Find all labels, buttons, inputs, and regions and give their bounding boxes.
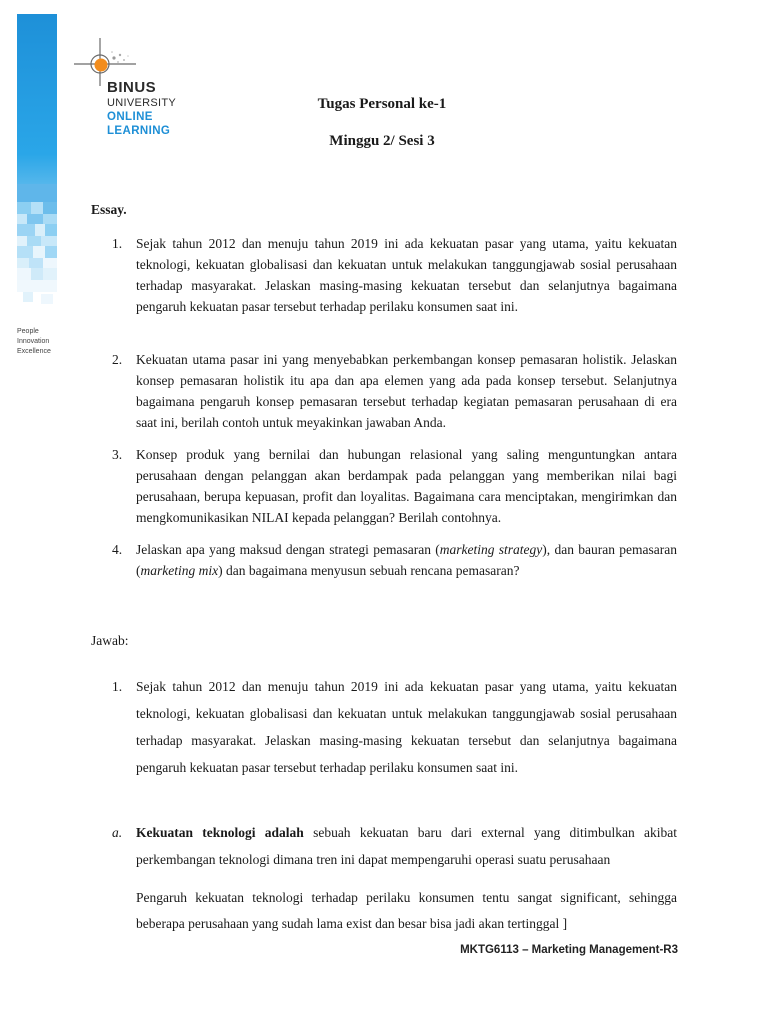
question-item (112, 349, 677, 433)
question-item (112, 233, 677, 317)
answer-list (112, 673, 677, 781)
question-text: Sejak tahun 2012 dan menuju tahun 2019 ini ada kekuatan pasar yang utama, yaitu kekuatan teknologi, kekuatan globalisasi dan kekuatan untuk melakukan tanggungjawab sosial perusahaan terhadap masyarakat. Jelaskan masing-masing kekuatan tersebut dan selanjutnya bagaimana pengaruh kekuatan pasar tersebut terhadap perilaku konsumen saat ini. (136, 236, 677, 314)
question-list-2 (112, 349, 677, 433)
question-number: 4. (112, 542, 123, 557)
page-subtitle: Minggu 2/ Sesi 3 (329, 133, 435, 149)
pengaruh-paragraph: Pengaruh kekuatan teknologi terhadap perilaku konsumen tentu sangat significant, sehingga beberapa perusahaan yang sudah lama exist dan besar bisa jadi akan tertinggal ] (136, 890, 677, 931)
sub-letter: a. (112, 825, 123, 840)
question-list-3 (112, 444, 677, 528)
sub-bold-term: Kekuatan teknologi adalah (136, 825, 304, 840)
question-text: Konsep produk yang bernilai dan hubungan relasional yang saling menguntungkan antara perusahaan dengan pelanggan akan berdampak pada pelanggan yang memberikan nilai bagi perusahaan, berupa kepuasan, profit dan loyalitas. Bagaimana cara menciptakan, mengirimkan dan mengkomunikasikan NILAI kepada pelanggan? Berilah contohnya. (136, 447, 677, 525)
essay-label: Essay. (91, 202, 127, 217)
page-title: Tugas Personal ke-1 (317, 96, 447, 112)
binus-logo (74, 38, 184, 142)
logo-university-text: UNIVERSITY (107, 97, 177, 109)
answer-sub-a (112, 819, 677, 873)
question-text-post: ) dan bagaimana menyusun sebuah rencana pemasaran? (218, 563, 520, 578)
question-item (112, 539, 677, 581)
decorative-blue-strip (17, 14, 57, 319)
question-text-mid: ), dan bauran pemasaran ( (136, 542, 678, 578)
question-list-1 (112, 233, 677, 317)
question-list-4 (112, 539, 677, 581)
logo-online-text: ONLINE (107, 111, 153, 123)
answer-number: 1. (112, 679, 123, 694)
tagline-excellence: Excellence (17, 348, 51, 355)
question-item (112, 444, 677, 528)
answer-question-text: Sejak tahun 2012 dan menuju tahun 2019 ini ada kekuatan pasar yang utama, yaitu kekuatan teknologi, kekuatan globalisasi dan kekuatan untuk melakukan tanggungjawab sosial perusahaan terhadap masyarakat. Jelaskan masing-masing kekuatan tersebut dan selanjutnya bagaimana pengaruh kekuatan pasar tersebut terhadap perilaku konsumen saat ini. (136, 679, 677, 775)
jawab-label: Jawab: (91, 633, 129, 648)
question-text-pre: Jelaskan apa yang maksud dengan strategi pemasaran ( (136, 542, 440, 557)
course-footer: MKTG6113 – Marketing Management-R3 (460, 944, 678, 956)
question-number: 1. (112, 236, 123, 251)
logo-learning-text: LEARNING (107, 125, 171, 137)
question-text-em: marketing strategy (439, 542, 543, 557)
answer-item (112, 673, 677, 781)
sub-definition: sebuah kekuatan baru dari external yang ditimbulkan akibat perkembangan teknologi dimana tren ini dapat mempengaruhi operasi suatu perusahaan (136, 825, 677, 867)
logo-brand-text: BINUS (107, 79, 157, 96)
tagline (17, 327, 51, 357)
question-number: 2. (112, 352, 123, 367)
question-text: Kekuatan utama pasar ini yang menyebabkan perkembangan konsep pemasaran holistik. Jelaskan konsep pemasaran holistik itu apa dan apa elemen yang ada pada konsep tersebut. Selanjutnya bagaimana pengaruh konsep pemasaran tersebut terhadap kegiatan pemasaran perusahaan di era saat ini, berilah contoh untuk meyakinkan jawaban Anda. (136, 352, 677, 430)
question-text-em: marketing mix (140, 563, 219, 578)
tagline-innovation: Innovation (17, 338, 50, 345)
tagline-people: People (17, 328, 39, 335)
question-number: 3. (112, 447, 123, 462)
